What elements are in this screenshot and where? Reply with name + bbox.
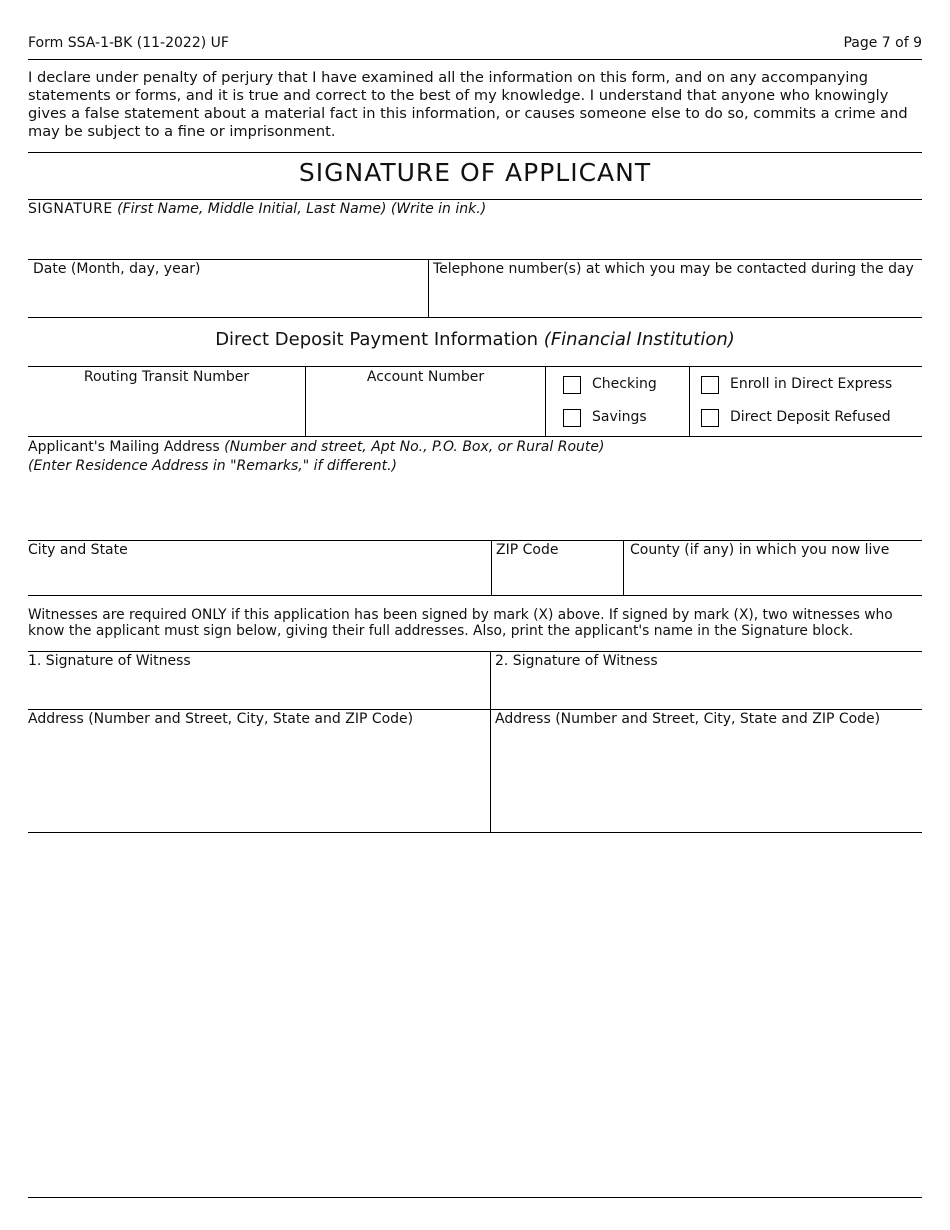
county-field[interactable] [626, 561, 920, 593]
witness2-signature-label: 2. Signature of Witness [495, 653, 658, 669]
phone-field[interactable] [430, 280, 920, 316]
divider-deposit-top [28, 317, 922, 318]
checking-label: Checking [592, 376, 657, 392]
date-label: Date (Month, day, year) [33, 261, 201, 277]
section-divider-top [28, 152, 922, 153]
witness1-signature-field[interactable] [28, 672, 488, 708]
routing-label: Routing Transit Number [83, 369, 250, 385]
divider-address-top [28, 436, 922, 437]
divider-witness-columns [490, 651, 491, 832]
signature-label: SIGNATURE [28, 201, 113, 217]
signature-hint: (First Name, Middle Initial, Last Name) (Write in ink.) [117, 201, 487, 217]
witness1-address-field[interactable] [28, 730, 488, 830]
form-id: Form SSA-1-BK (11-2022) UF [28, 35, 229, 51]
zip-field[interactable] [494, 561, 620, 593]
zip-label: ZIP Code [496, 542, 559, 558]
date-field[interactable] [28, 280, 426, 316]
signature-label-row [28, 200, 486, 218]
savings-checkbox[interactable] [563, 409, 581, 427]
routing-number-field[interactable] [30, 390, 302, 434]
witness2-address-field[interactable] [493, 730, 920, 830]
divider-date-phone [428, 259, 429, 317]
direct-deposit-title-hint: (Financial Institution) [543, 329, 735, 350]
checking-checkbox[interactable] [563, 376, 581, 394]
city-state-label: City and State [28, 542, 128, 558]
enroll-direct-express-label: Enroll in Direct Express [730, 376, 893, 392]
witness1-address-label: Address (Number and Street, City, State and ZIP Code) [28, 711, 414, 727]
divider-type-express [689, 366, 690, 436]
divider-zip-county [623, 540, 624, 595]
divider-deposit-grid-top [28, 366, 922, 367]
signature-section-title: SIGNATURE OF APPLICANT [298, 158, 652, 187]
mailing-address-label: Applicant's Mailing Address [28, 439, 220, 455]
declaration-text: I declare under penalty of perjury that I have examined all the information on this form, and on any accompanying statements or forms, and it is true and correct to the best of my knowledge. I understand that anyone who knowingly gives a false statement about a material fact in this information, or causes someone else to do so, commits a crime and may be subject to a fine or imprisonment. [28, 69, 908, 140]
divider-witness-note [28, 595, 922, 596]
enroll-direct-express-checkbox[interactable] [701, 376, 719, 394]
county-label: County (if any) in which you now live [630, 542, 890, 558]
account-number-field[interactable] [308, 390, 543, 434]
divider-city-zip [491, 540, 492, 595]
account-label: Account Number [366, 369, 485, 385]
mailing-address-hint: (Number and street, Apt No., P.O. Box, or Rural Route) [224, 439, 605, 455]
witness2-address-label: Address (Number and Street, City, State and ZIP Code) [495, 711, 881, 727]
savings-label: Savings [592, 409, 647, 425]
witness-note: Witnesses are required ONLY if this application has been signed by mark (X) above. If signed by mark (X), two witnesses who know the applicant must sign below, giving their full addresses. Also, print the applicant's name in the Signature block. [28, 607, 893, 639]
mailing-address-label-row [28, 438, 604, 456]
direct-deposit-refused-label: Direct Deposit Refused [730, 409, 891, 425]
city-state-field[interactable] [28, 561, 488, 593]
mailing-address-field[interactable] [28, 478, 922, 538]
divider-account-type [545, 366, 546, 436]
mailing-address-hint-residence: (Enter Residence Address in "Remarks," if different.) [28, 458, 398, 474]
signature-field[interactable] [28, 220, 922, 258]
witness2-signature-field[interactable] [493, 672, 920, 708]
direct-deposit-title: Direct Deposit Payment Information [215, 329, 539, 350]
witness1-signature-label: 1. Signature of Witness [28, 653, 191, 669]
header-divider [28, 59, 922, 60]
page-number: Page 7 of 9 [843, 35, 922, 51]
footer-divider [28, 1197, 922, 1198]
divider-witness-bottom [28, 832, 922, 833]
direct-deposit-refused-checkbox[interactable] [701, 409, 719, 427]
direct-deposit-title-row [28, 329, 922, 351]
phone-label: Telephone number(s) at which you may be contacted during the day [433, 261, 914, 277]
